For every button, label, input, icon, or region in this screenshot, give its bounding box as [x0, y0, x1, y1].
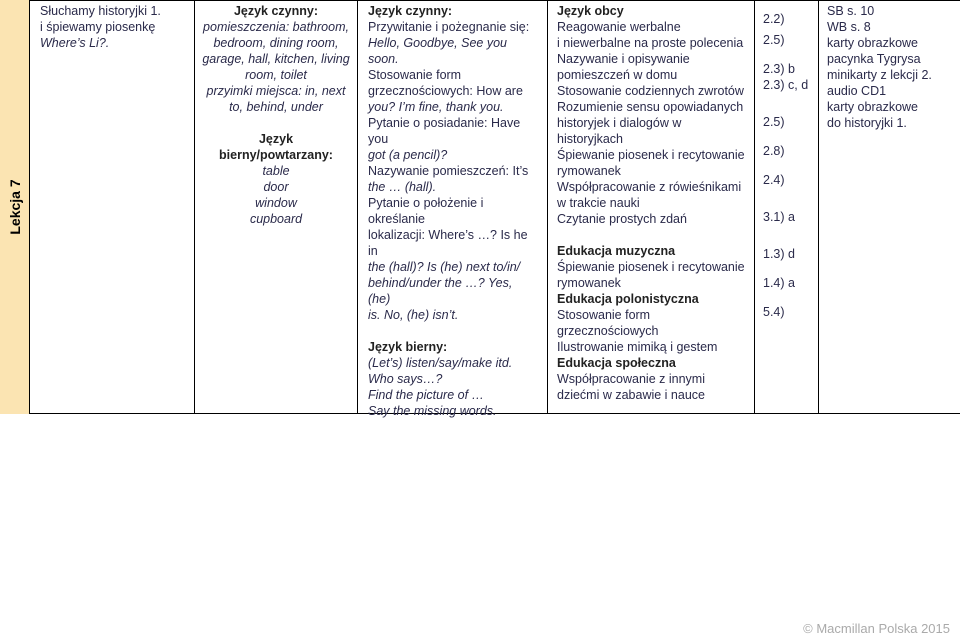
social-education-heading: Edukacja społeczna — [557, 356, 676, 370]
vocab-line: room, toilet — [245, 68, 307, 82]
structure-line: got (a pencil)? — [368, 148, 448, 162]
material-line: minikarty z lekcji 2. — [827, 68, 932, 82]
spacer — [202, 115, 350, 131]
structure-line: the … (hall). — [368, 180, 437, 194]
spacer — [763, 188, 810, 209]
structure-line: Hello, Goodbye, See you soon. — [368, 36, 507, 66]
lesson-cell — [0, 0, 30, 414]
skill-line: i niewerbalne na proste polecenia — [557, 36, 744, 50]
skill-line: Nazywanie i opisywanie — [557, 52, 690, 66]
passive-language-heading: Język bierny: — [368, 340, 448, 354]
vocab-line: przyimki miejsca: in, next — [206, 84, 346, 98]
material-line: audio CD1 — [827, 84, 887, 98]
curriculum-ref: 1.3) d — [763, 247, 795, 261]
structure-line: Stosowanie form — [368, 68, 462, 82]
spacer — [763, 291, 810, 304]
curriculum-ref: 1.4) a — [763, 276, 795, 290]
skill-line: Ilustrowanie mimiką i gestem — [557, 340, 718, 354]
instruction-line: Who says…? — [368, 372, 443, 386]
vocab-word: window — [255, 196, 297, 210]
instruction-line: Find the picture of … — [368, 388, 485, 402]
material-line: pacynka Tygrysa — [827, 52, 921, 66]
skill-line: Reagowanie werbalne — [557, 20, 681, 34]
structures-cell — [358, 0, 548, 418]
material-line: do historyjki 1. — [827, 116, 907, 130]
copyright-footer: © Macmillan Polska 2015 — [803, 621, 950, 636]
spacer — [368, 323, 537, 339]
material-line: SB s. 10 — [827, 4, 875, 18]
skill-line: dziećmi w zabawie i nauce — [557, 388, 705, 402]
structure-line: Przywitanie i pożegnanie się: — [368, 20, 530, 34]
topic-line: i śpiewamy piosenkę — [40, 20, 156, 34]
passive-language-heading: Język bierny/powtarzany: — [219, 132, 333, 162]
skills-cell — [548, 0, 755, 414]
curriculum-ref: 2.2) — [763, 12, 785, 26]
curriculum-ref: 3.1) a — [763, 210, 795, 224]
active-language-heading: Język czynny: — [368, 4, 453, 18]
vocab-line: to, behind, under — [229, 100, 323, 114]
skill-line: Rozumienie sensu opowiadanych — [557, 100, 744, 114]
structure-line: grzecznościowych: How are — [368, 84, 523, 98]
curriculum-ref: 2.8) — [763, 144, 785, 158]
structure-line: Pytanie o posiadanie: Have you — [368, 116, 521, 146]
curriculum-ref: 2.4) — [763, 173, 785, 187]
curriculum-ref: 2.3) b — [763, 62, 795, 76]
spacer — [763, 225, 810, 246]
curriculum-ref: 2.5) — [763, 33, 785, 47]
music-education-heading: Edukacja muzyczna — [557, 244, 676, 258]
lesson-label: Lekcja 7 — [6, 179, 23, 235]
vocab-line: garage, hall, kitchen, living — [202, 52, 350, 66]
curriculum-ref: 5.4) — [763, 305, 785, 319]
structure-line: lokalizacji: Where’s …? Is he in — [368, 228, 528, 258]
skill-line: rymowanek — [557, 276, 621, 290]
topic-line: Słuchamy historyjki 1. — [40, 4, 161, 18]
instruction-line: (Let’s) listen/say/make itd. — [368, 356, 513, 370]
skill-line: rymowanek — [557, 164, 621, 178]
materials-cell — [819, 0, 960, 414]
instruction-line: Say the missing words. — [368, 404, 497, 418]
skill-line: pomieszczeń w domu — [557, 68, 678, 82]
active-language-heading: Język czynny: — [233, 4, 319, 18]
structure-line: is. No, (he) isn’t. — [368, 308, 459, 322]
spacer — [557, 227, 745, 243]
skill-line: Śpiewanie piosenek i recytowanie — [557, 260, 745, 274]
material-line: karty obrazkowe — [827, 36, 919, 50]
spacer — [763, 93, 810, 114]
skill-line: Czytanie prostych zdań — [557, 212, 687, 226]
foreign-language-heading: Język obcy — [557, 4, 624, 18]
spacer — [763, 48, 810, 61]
vocab-word: cupboard — [249, 212, 303, 226]
vocab-line: pomieszczenia: bathroom, — [203, 20, 349, 34]
vocab-word: door — [263, 180, 289, 194]
song-title: Where’s Li?. — [40, 36, 110, 50]
spacer — [763, 159, 810, 172]
skill-line: historyjek i dialogów w — [557, 116, 682, 130]
vocab-line: bedroom, dining room, — [213, 36, 339, 50]
skill-line: Współpracowanie z rówieśnikami — [557, 180, 742, 194]
structure-line: Nazywanie pomieszczeń: It’s — [368, 164, 529, 178]
curriculum-cell — [755, 0, 819, 414]
structure-line: the (hall)? Is (he) next to/in/ — [368, 260, 521, 274]
vocab-word: table — [262, 164, 290, 178]
spacer — [763, 130, 810, 143]
skill-line: historyjkach — [557, 132, 623, 146]
polish-education-heading: Edukacja polonistyczna — [557, 292, 699, 306]
vocabulary-cell — [195, 0, 358, 414]
structure-line: you? I’m fine, thank you. — [368, 100, 504, 114]
structure-line: behind/under the …? Yes, (he) — [368, 276, 513, 306]
curriculum-ref: 2.3) c, d — [763, 78, 809, 92]
material-line: karty obrazkowe — [827, 100, 919, 114]
skill-line: grzecznościowych — [557, 324, 659, 338]
structure-line: Pytanie o położenie i określanie — [368, 196, 484, 226]
skill-line: Współpracowanie z innymi — [557, 372, 705, 386]
curriculum-ref: 2.5) — [763, 115, 785, 129]
spacer — [763, 262, 810, 275]
skill-line: Śpiewanie piosenek i recytowanie — [557, 148, 745, 162]
skill-line: Stosowanie codziennych zwrotów — [557, 84, 744, 98]
skill-line: Stosowanie form — [557, 308, 651, 322]
material-line: WB s. 8 — [827, 20, 871, 34]
skill-line: w trakcie nauki — [557, 196, 640, 210]
topic-cell — [30, 0, 195, 414]
